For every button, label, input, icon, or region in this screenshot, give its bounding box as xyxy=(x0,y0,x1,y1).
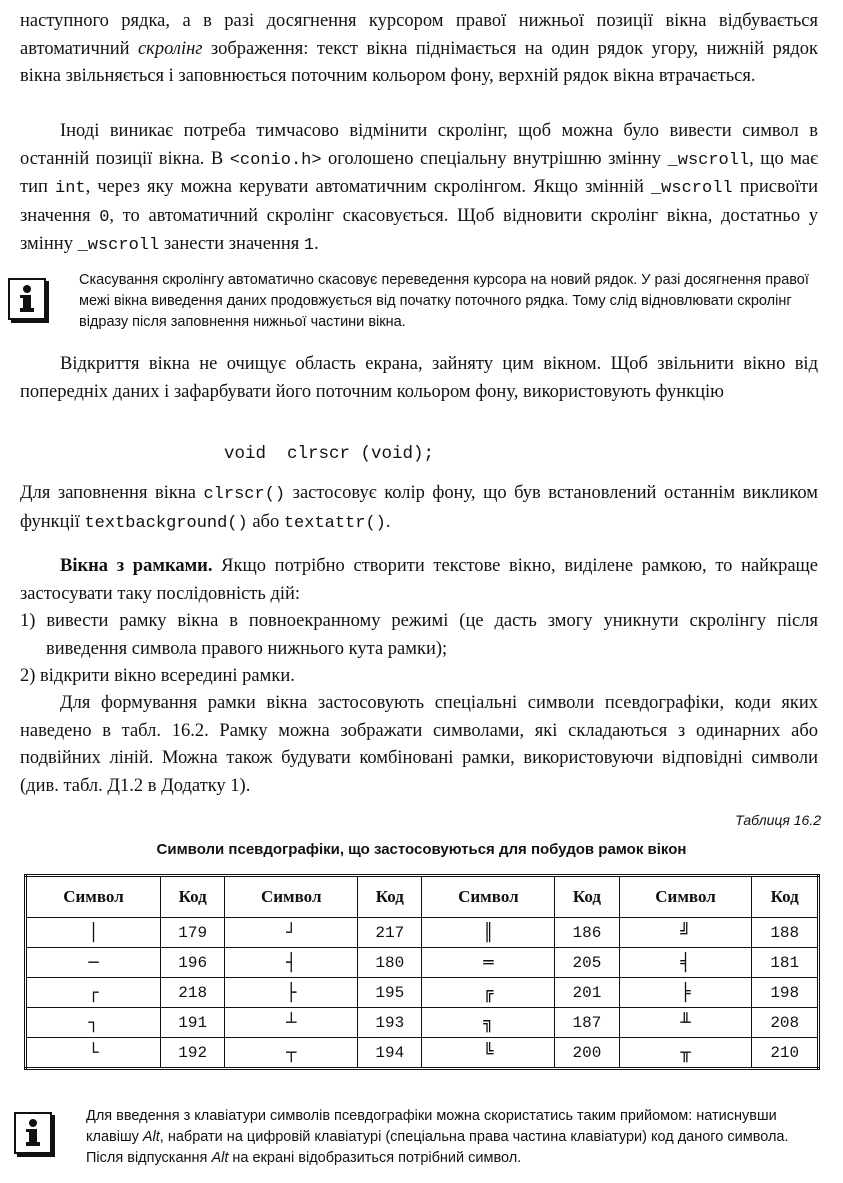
column-header: Код xyxy=(358,876,422,918)
symbol-cell: ├ xyxy=(225,978,358,1008)
code-cell: 186 xyxy=(555,918,619,948)
table-row xyxy=(26,978,819,1008)
code-cell: 179 xyxy=(160,918,224,948)
symbol-cell: ╡ xyxy=(619,948,752,978)
symbol-cell: ═ xyxy=(422,948,555,978)
symbol-cell: ┌ xyxy=(26,978,161,1008)
column-header: Код xyxy=(752,876,819,918)
code-cell: 196 xyxy=(160,948,224,978)
code-declaration: void clrscr (void); xyxy=(224,444,435,464)
code-cell: 181 xyxy=(752,948,819,978)
symbol-cell: ─ xyxy=(26,948,161,978)
table-label: Таблиця 16.2 xyxy=(735,812,821,828)
symbol-cell: ╚ xyxy=(422,1038,555,1069)
section-heading: Вікна з рамками. xyxy=(60,556,213,576)
symbol-cell: ╝ xyxy=(619,918,752,948)
paragraph-wscroll: Іноді виникає потреба тимчасово відмінити скролінг, щоб можна було вивести символ в останній позиції вікна. В <conio.h> оголошено спеціальну внутрішню змінну _wscroll, що має тип int, через яку можна керувати автоматичним скролінгом. Якщо змінній _wscroll присвоїти значення 0, то автоматичний скролінг скасовується. Щоб відновити скролінг вікна, достатньо у змінну _wscroll занести значення 1. xyxy=(20,121,819,255)
info-note-icon xyxy=(8,278,46,320)
code-cell: 195 xyxy=(358,978,422,1008)
paragraph-framed-windows: Вікна з рамками. Якщо потрібно створити текстове вікно, виділене рамкою, то найкраще застосувати таку послідовність дій: xyxy=(20,556,818,604)
steps-list xyxy=(20,608,818,691)
table-row xyxy=(26,948,819,978)
symbol-cell: ┤ xyxy=(225,948,358,978)
column-header: Символ xyxy=(619,876,752,918)
code-cell: 201 xyxy=(555,978,619,1008)
symbol-cell: ┘ xyxy=(225,918,358,948)
pseudographics-table xyxy=(24,874,820,1070)
column-header: Код xyxy=(160,876,224,918)
code-cell: 208 xyxy=(752,1008,819,1038)
table-title: Символи псевдографіки, що застосовуються для побудов рамок вікон xyxy=(156,841,687,858)
code-cell: 187 xyxy=(555,1008,619,1038)
symbol-cell: ║ xyxy=(422,918,555,948)
note-alt-input: Для введення з клавіатури символів псевдографіки можна скористатись таким прийомом: натиснувши клавішу Alt, набрати на цифровій клавіатурі (спеціальна права частина клавіатури) код даного символа. Після відпускання Alt на екрані відобразиться потрібний символ. xyxy=(86,1108,789,1166)
column-header: Код xyxy=(555,876,619,918)
table-header-row xyxy=(26,876,819,918)
code-cell: 198 xyxy=(752,978,819,1008)
code-cell: 217 xyxy=(358,918,422,948)
note-scroll-cancel: Скасування скролінгу автоматично скасовує переведення курсора на новий рядок. У разі досягнення правої межі вікна виведення даних продовжується від початку поточного рядка. Тому слід відновлювати скролінг відразу після заповнення нижньої частини вікна. xyxy=(79,272,809,330)
symbol-cell: └ xyxy=(26,1038,161,1069)
symbol-cell: ╨ xyxy=(619,1008,752,1038)
code-cell: 194 xyxy=(358,1038,422,1069)
symbol-cell: ╗ xyxy=(422,1008,555,1038)
table-row xyxy=(26,1038,819,1069)
paragraph-scrolling: наступного рядка, а в разі досягнення курсором правої нижньої позиції вікна відбувається автоматичний скролінг зображення: текст вікна піднімається на один рядок угору, нижній рядок вікна звільняється і заповнюється поточним кольором фону, верхній рядок вікна втрачається. xyxy=(20,11,818,86)
code-cell: 200 xyxy=(555,1038,619,1069)
paragraph-clrscr: Для заповнення вікна clrscr() застосовує колір фону, що був встановлений останнім викликом функції textbackground() або textattr(). xyxy=(20,483,818,533)
code-cell: 210 xyxy=(752,1038,819,1069)
paragraph-pseudographics: Для формування рамки вікна застосовують спеціальні символи псевдографіки, коди яких наведено в табл. 16.2. Рамку можна зображати символами, які складаються з одинарних або подвійних ліній. Можна також будувати комбіновані рамки, використовуючи відповідні символи (див. табл. Д1.2 в Додатку 1). xyxy=(20,693,818,796)
info-note-icon xyxy=(14,1112,52,1154)
code-cell: 193 xyxy=(358,1008,422,1038)
paragraph-window-open: Відкриття вікна не очищує область екрана, зайняту цим вікном. Щоб звільнити вікно від попередніх даних і зафарбувати його поточним кольором фону, використовують функцію xyxy=(20,354,818,402)
column-header: Символ xyxy=(225,876,358,918)
symbol-cell: ╔ xyxy=(422,978,555,1008)
table-row xyxy=(26,918,819,948)
code-cell: 191 xyxy=(160,1008,224,1038)
code-cell: 218 xyxy=(160,978,224,1008)
symbol-cell: ┐ xyxy=(26,1008,161,1038)
code-cell: 192 xyxy=(160,1038,224,1069)
column-header: Символ xyxy=(422,876,555,918)
code-cell: 205 xyxy=(555,948,619,978)
code-cell: 180 xyxy=(358,948,422,978)
symbol-cell: │ xyxy=(26,918,161,948)
symbol-cell: ┴ xyxy=(225,1008,358,1038)
symbol-cell: ╞ xyxy=(619,978,752,1008)
symbol-cell: ╥ xyxy=(619,1038,752,1069)
table-row xyxy=(26,1008,819,1038)
list-item: 1) вивести рамку вікна в повноекранному режимі (це дасть змогу уникнути скролінгу після виведення символа правого нижнього кута рамки); xyxy=(20,611,818,659)
symbol-cell: ┬ xyxy=(225,1038,358,1069)
list-item: 2) відкрити вікно всередині рамки. xyxy=(20,666,295,686)
column-header: Символ xyxy=(26,876,161,918)
code-cell: 188 xyxy=(752,918,819,948)
